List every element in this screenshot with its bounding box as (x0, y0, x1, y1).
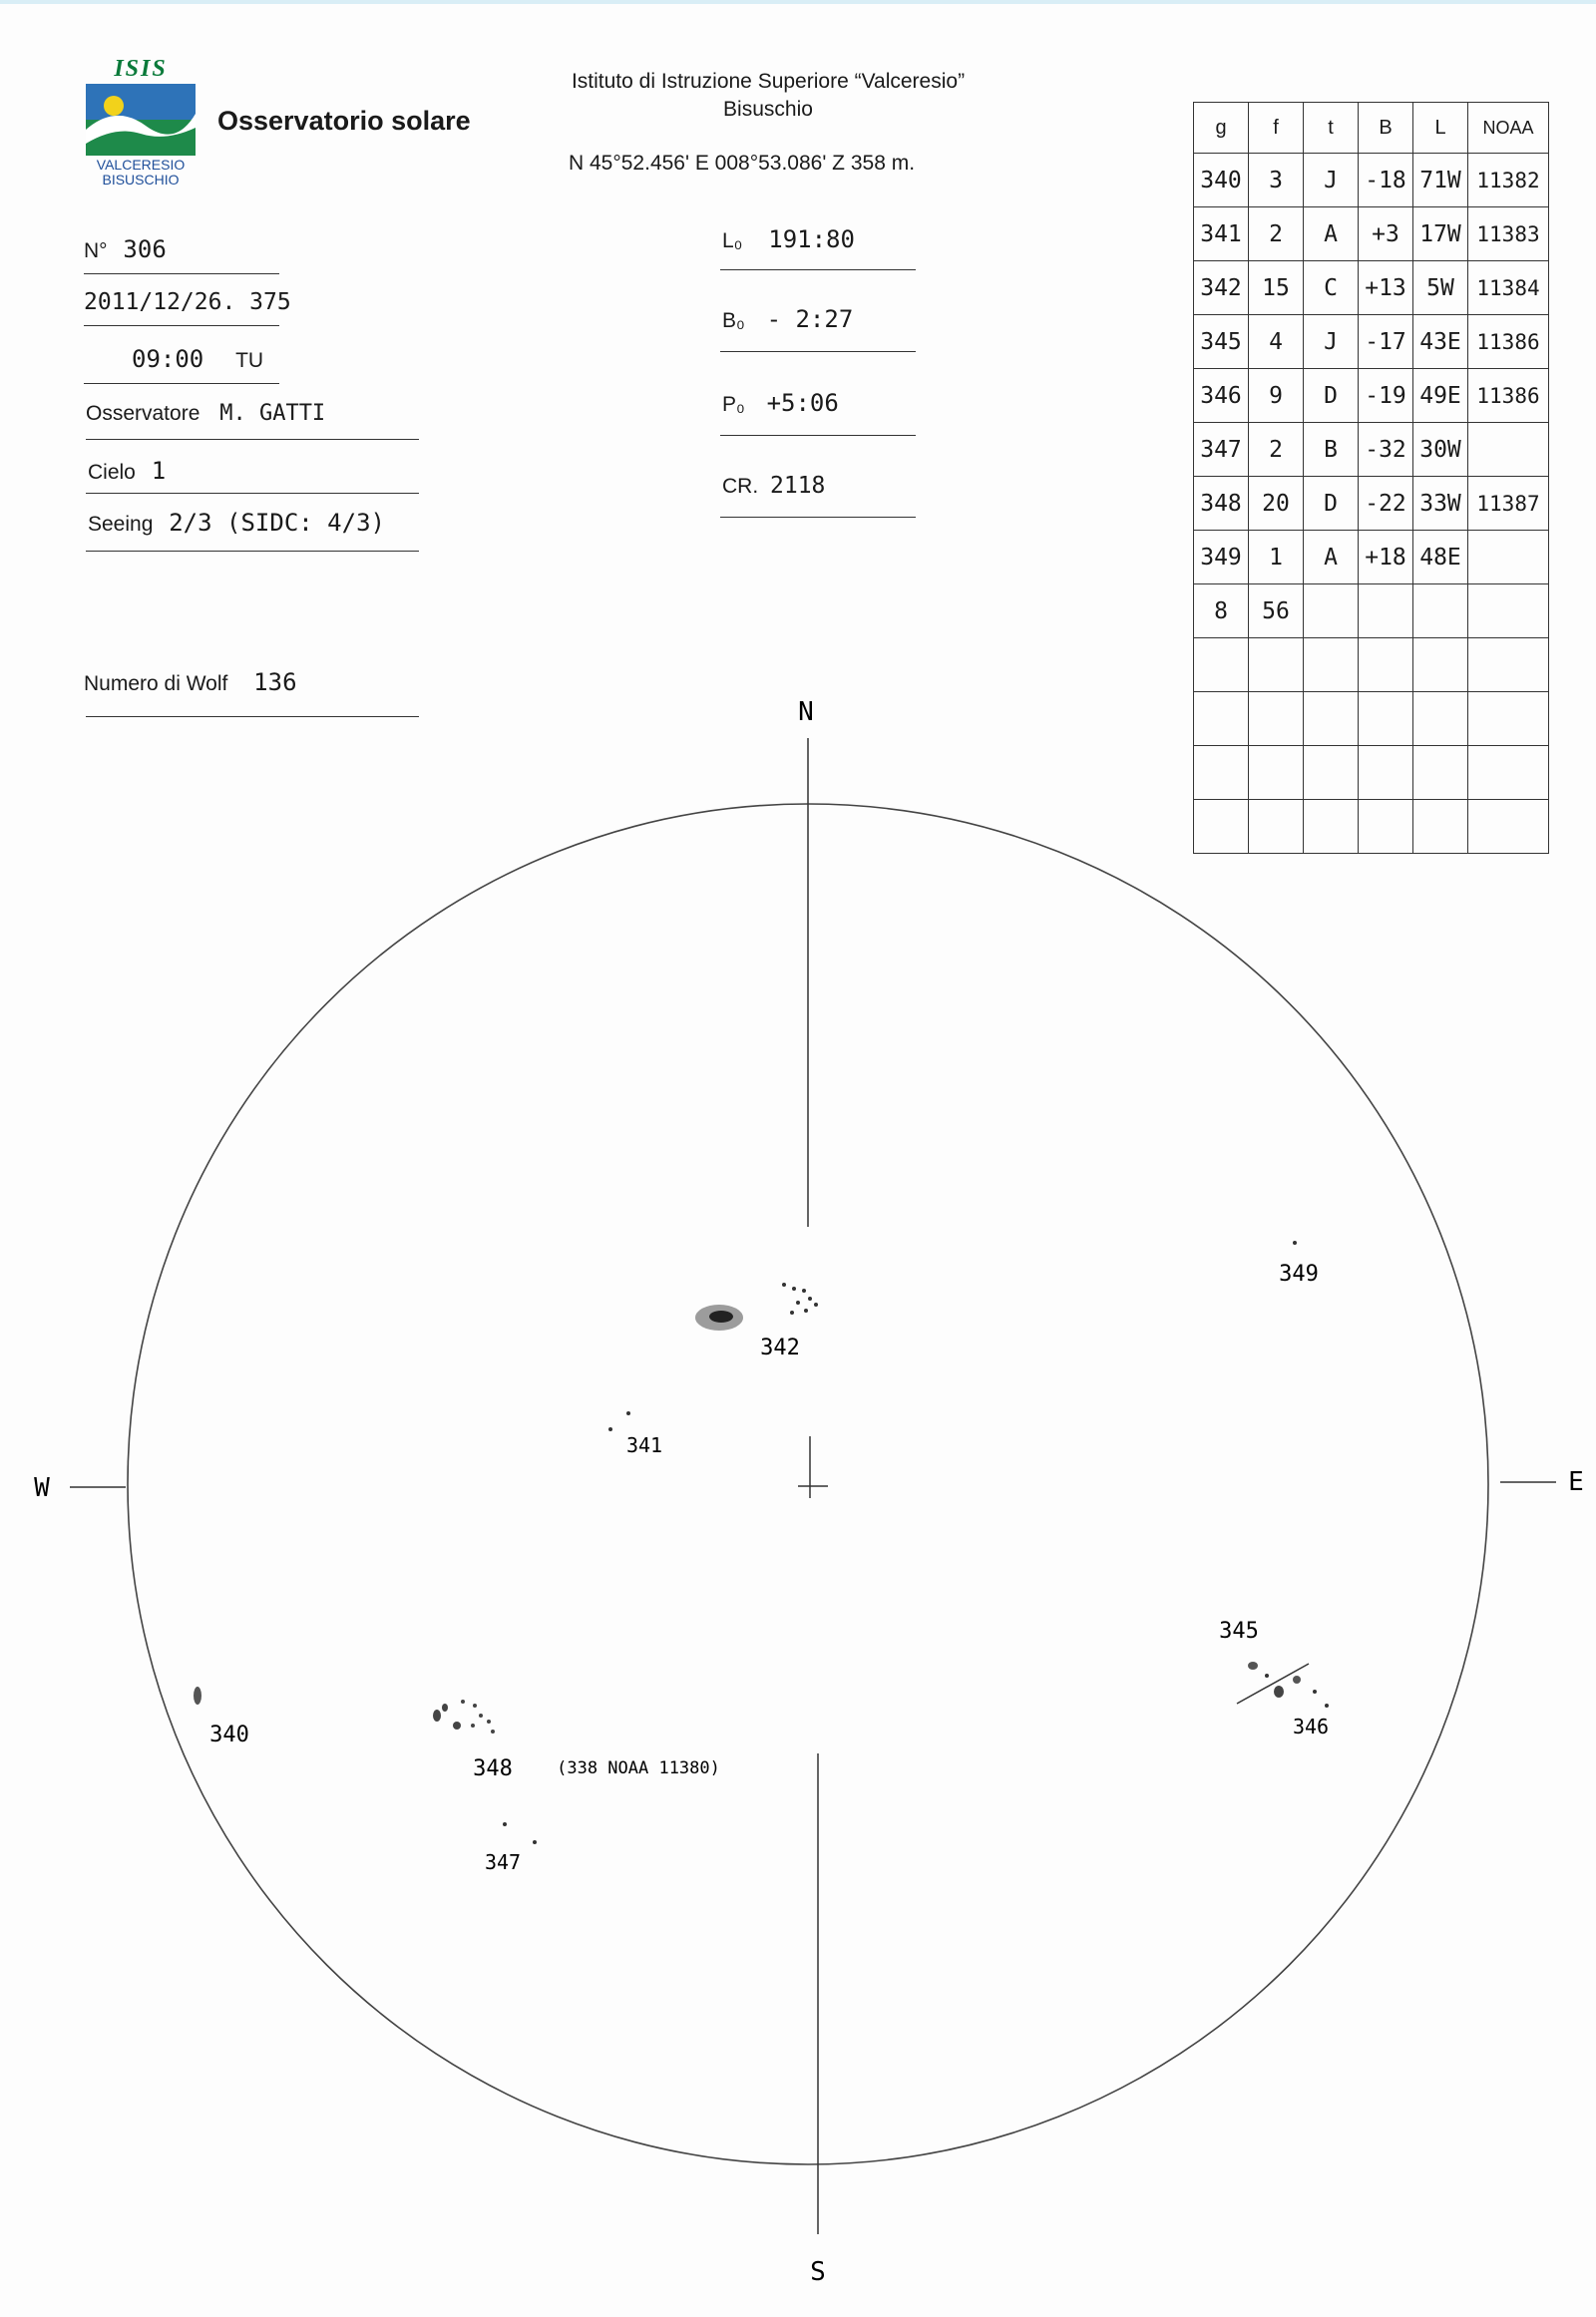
spot-346-b (1293, 1676, 1301, 1684)
spot-342-pores (782, 1283, 818, 1315)
cell-g: 342 (1194, 261, 1249, 315)
spot-345-b (1265, 1674, 1269, 1678)
cell-noaa (1468, 531, 1549, 584)
cell-f: 56 (1249, 584, 1304, 638)
cell-b: +13 (1359, 261, 1413, 315)
wolf-label: Numero di Wolf (84, 672, 228, 695)
spot-346-d (1325, 1704, 1329, 1708)
label-347: 347 (484, 1850, 522, 1874)
label-342: 342 (760, 1336, 800, 1360)
label-340: 340 (209, 1723, 249, 1747)
school-logo (86, 56, 196, 195)
solar-disk-drawing (0, 678, 1596, 2294)
sky-field (88, 457, 166, 485)
table-row (1194, 154, 1549, 207)
sun-wave-icon (86, 84, 196, 156)
cell-f: 4 (1249, 315, 1304, 369)
number-field (84, 235, 167, 263)
cell-t: J (1304, 154, 1359, 207)
time-unit: TU (235, 349, 264, 372)
l0-value: 191:80 (768, 225, 855, 253)
cell-f: 20 (1249, 477, 1304, 531)
sky-label: Cielo (88, 461, 136, 484)
table-row (1194, 207, 1549, 261)
logo-subtitle-line1: VALCERESIO (96, 157, 186, 173)
b0-label: B₀ (722, 309, 745, 332)
p0-label: P₀ (722, 393, 745, 416)
cell-t: B (1304, 423, 1359, 477)
cell-b: -32 (1359, 423, 1413, 477)
logo-subtitle-line2: BISUSCHIO (102, 172, 180, 188)
label-349: 349 (1279, 1262, 1319, 1287)
seeing-label: Seeing (88, 513, 154, 536)
top-strip (0, 0, 1596, 4)
time-value: 09:00 (132, 345, 204, 373)
observer-underline (86, 439, 419, 440)
table-row (1194, 584, 1549, 638)
cell-b: +18 (1359, 531, 1413, 584)
cell-noaa: 11382 (1468, 154, 1549, 207)
observer-value: M. GATTI (219, 401, 326, 426)
table-row (1194, 531, 1549, 584)
cell-t: A (1304, 207, 1359, 261)
number-underline (84, 273, 279, 274)
seeing-underline (86, 551, 419, 552)
p0-value: +5:06 (766, 389, 839, 417)
cell-b: -18 (1359, 154, 1413, 207)
cell-b: -19 (1359, 369, 1413, 423)
l0-field (722, 225, 855, 253)
cell-t: J (1304, 315, 1359, 369)
spot-346-c (1313, 1690, 1317, 1694)
cell-noaa (1468, 584, 1549, 638)
cell-l: 17W (1413, 207, 1468, 261)
date-underline (84, 325, 279, 326)
cell-l: 48E (1413, 531, 1468, 584)
b0-value: - 2:27 (766, 305, 854, 333)
cell-f: 3 (1249, 154, 1304, 207)
cell-g: 348 (1194, 477, 1249, 531)
cell-noaa: 11384 (1468, 261, 1549, 315)
group-345-346-separator (1237, 1664, 1309, 1704)
b0-field (722, 305, 853, 333)
label-341: 341 (625, 1433, 663, 1457)
cell-l (1413, 584, 1468, 638)
north-label: N (798, 697, 814, 727)
time-field (132, 345, 263, 373)
spot-348-cluster (433, 1700, 495, 1734)
l0-underline (720, 269, 916, 270)
col-header-t: t (1304, 103, 1359, 154)
cell-l: 5W (1413, 261, 1468, 315)
col-header-g: g (1194, 103, 1249, 154)
spot-342-umbra (709, 1311, 733, 1323)
cell-g: 340 (1194, 154, 1249, 207)
seeing-field (88, 509, 385, 537)
cell-noaa: 11386 (1468, 369, 1549, 423)
cell-l: 30W (1413, 423, 1468, 477)
cell-g: 8 (1194, 584, 1249, 638)
cell-f: 2 (1249, 207, 1304, 261)
wolf-value: 136 (253, 668, 297, 696)
cell-noaa: 11387 (1468, 477, 1549, 531)
col-header-b: B (1359, 103, 1413, 154)
cell-t: D (1304, 477, 1359, 531)
sky-underline (86, 493, 419, 494)
label-346: 346 (1292, 1715, 1330, 1738)
cell-t: C (1304, 261, 1359, 315)
p0-underline (720, 435, 916, 436)
date-value: 2011/12/26. 375 (84, 289, 291, 315)
table-row (1194, 315, 1549, 369)
observatory-coordinates: N 45°52.456' E 008°53.086' Z 358 m. (569, 152, 916, 175)
label-345: 345 (1219, 1619, 1259, 1644)
cell-l: 71W (1413, 154, 1468, 207)
table-row (1194, 477, 1549, 531)
table-row (1194, 261, 1549, 315)
spot-347-a (503, 1822, 507, 1826)
spot-341-b (608, 1427, 612, 1431)
cell-noaa (1468, 423, 1549, 477)
cell-f: 9 (1249, 369, 1304, 423)
cell-b (1359, 584, 1413, 638)
south-label: S (810, 2257, 826, 2287)
table-row (1194, 369, 1549, 423)
spot-340 (194, 1687, 201, 1705)
table-header-row (1194, 103, 1549, 154)
cell-b: -17 (1359, 315, 1413, 369)
cell-b: +3 (1359, 207, 1413, 261)
label-348: 348 (473, 1756, 513, 1781)
east-label: E (1568, 1467, 1584, 1497)
cell-f: 2 (1249, 423, 1304, 477)
cr-value: 2118 (770, 473, 826, 499)
cell-g: 346 (1194, 369, 1249, 423)
page-title: Osservatorio solare (217, 106, 471, 136)
cell-f: 1 (1249, 531, 1304, 584)
logo-subtitle (86, 158, 196, 188)
cell-b: -22 (1359, 477, 1413, 531)
l0-label: L₀ (722, 229, 743, 252)
cell-l: 33W (1413, 477, 1468, 531)
school-line2: Bisuschio (723, 98, 813, 121)
cell-t: D (1304, 369, 1359, 423)
cell-l: 43E (1413, 315, 1468, 369)
table-row (1194, 423, 1549, 477)
label-348-note: (338 NOAA 11380) (557, 1758, 720, 1778)
col-header-l: L (1413, 103, 1468, 154)
observer-label: Osservatore (86, 402, 200, 425)
cell-g: 341 (1194, 207, 1249, 261)
west-label: W (34, 1473, 50, 1503)
cr-underline (720, 517, 916, 518)
spot-341-a (626, 1411, 630, 1415)
cell-g: 347 (1194, 423, 1249, 477)
cr-label: CR. (722, 475, 759, 498)
p0-field (722, 389, 839, 417)
cell-noaa: 11386 (1468, 315, 1549, 369)
time-underline (84, 383, 279, 384)
sky-value: 1 (151, 457, 167, 485)
school-name (519, 68, 1017, 124)
cell-g: 349 (1194, 531, 1249, 584)
cr-field (722, 473, 825, 499)
number-label: N° (84, 239, 108, 262)
spot-349 (1293, 1241, 1297, 1245)
spot-346-a (1274, 1686, 1284, 1698)
school-line1: Istituto di Istruzione Superiore “Valceresio” (571, 70, 966, 93)
seeing-value: 2/3 (SIDC: 4/3) (169, 509, 385, 537)
spot-345-a (1248, 1662, 1258, 1670)
number-value: 306 (123, 235, 167, 263)
col-header-f: f (1249, 103, 1304, 154)
cell-noaa: 11383 (1468, 207, 1549, 261)
spot-347-b (533, 1840, 537, 1844)
col-header-noaa: NOAA (1468, 103, 1549, 154)
cell-l: 49E (1413, 369, 1468, 423)
b0-underline (720, 351, 916, 352)
cell-g: 345 (1194, 315, 1249, 369)
cell-f: 15 (1249, 261, 1304, 315)
observer-field (86, 401, 325, 426)
logo-text: ISIS (114, 56, 168, 82)
cell-t: A (1304, 531, 1359, 584)
cell-t (1304, 584, 1359, 638)
